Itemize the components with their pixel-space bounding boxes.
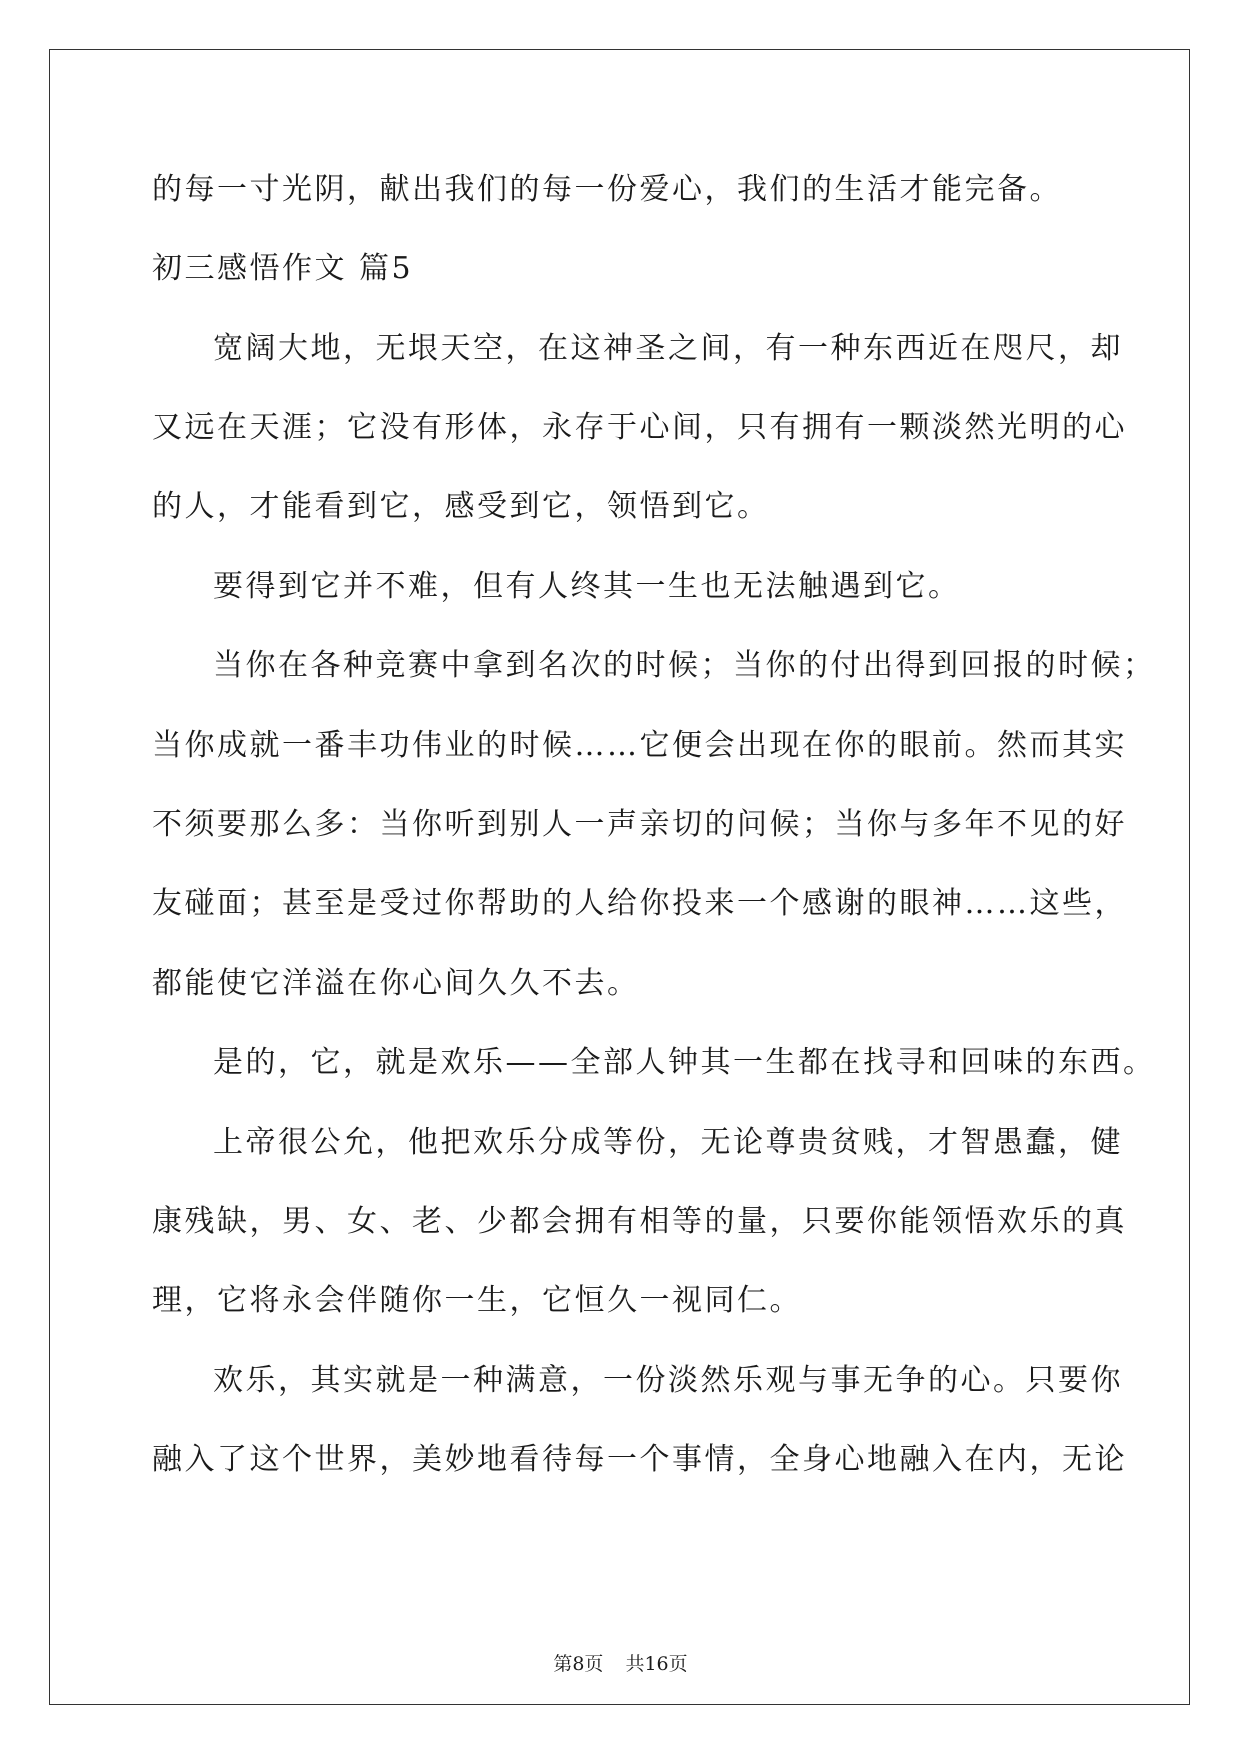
paragraph-line: 当你成就一番丰功伟业的时候……它便会出现在你的眼前。然而其实 (152, 728, 1127, 763)
paragraph-line: 又远在天涯；它没有形体，永存于心间，只有拥有一颗淡然光明的心 (152, 410, 1127, 445)
paragraph-line: 当你在各种竞赛中拿到名次的时候；当你的付出得到回报的时候； (213, 648, 1156, 683)
paragraph-line: 欢乐，其实就是一种满意，一份淡然乐观与事无争的心。只要你 (213, 1363, 1123, 1398)
paragraph-line: 的人，才能看到它，感受到它，领悟到它。 (152, 489, 770, 524)
paragraph-line: 上帝很公允，他把欢乐分成等份，无论尊贵贫贱，才智愚蠢，健 (213, 1125, 1123, 1160)
paragraph-line: 不须要那么多：当你听到别人一声亲切的问候；当你与多年不见的好 (152, 807, 1127, 842)
paragraph-line: 康残缺，男、女、老、少都会拥有相等的量，只要你能领悟欢乐的真 (152, 1204, 1127, 1239)
page-footer (0, 1652, 1241, 1676)
paragraph-line: 是的，它，就是欢乐——全部人钟其一生都在找寻和回味的东西。 (213, 1045, 1156, 1080)
text-line: 的每一寸光阴，献出我们的每一份爱心，我们的生活才能完备。 (152, 172, 1062, 207)
paragraph-line: 要得到它并不难，但有人终其一生也无法触遇到它。 (213, 569, 961, 604)
paragraph-line: 宽阔大地，无垠天空，在这神圣之间，有一种东西近在咫尺，却 (213, 331, 1123, 366)
section-heading: 初三感悟作文 篇5 (152, 251, 414, 286)
page-number-total: 共16页 (625, 1653, 688, 1675)
paragraph-line: 都能使它洋溢在你心间久久不去。 (152, 966, 640, 1001)
paragraph-line: 融入了这个世界，美妙地看待每一个事情，全身心地融入在内，无论 (152, 1442, 1127, 1477)
paragraph-line: 友碰面；甚至是受过你帮助的人给你投来一个感谢的眼神……这些， (152, 886, 1127, 921)
paragraph-line: 理，它将永会伴随你一生，它恒久一视同仁。 (152, 1283, 802, 1318)
page-number-current: 第8页 (553, 1653, 604, 1675)
